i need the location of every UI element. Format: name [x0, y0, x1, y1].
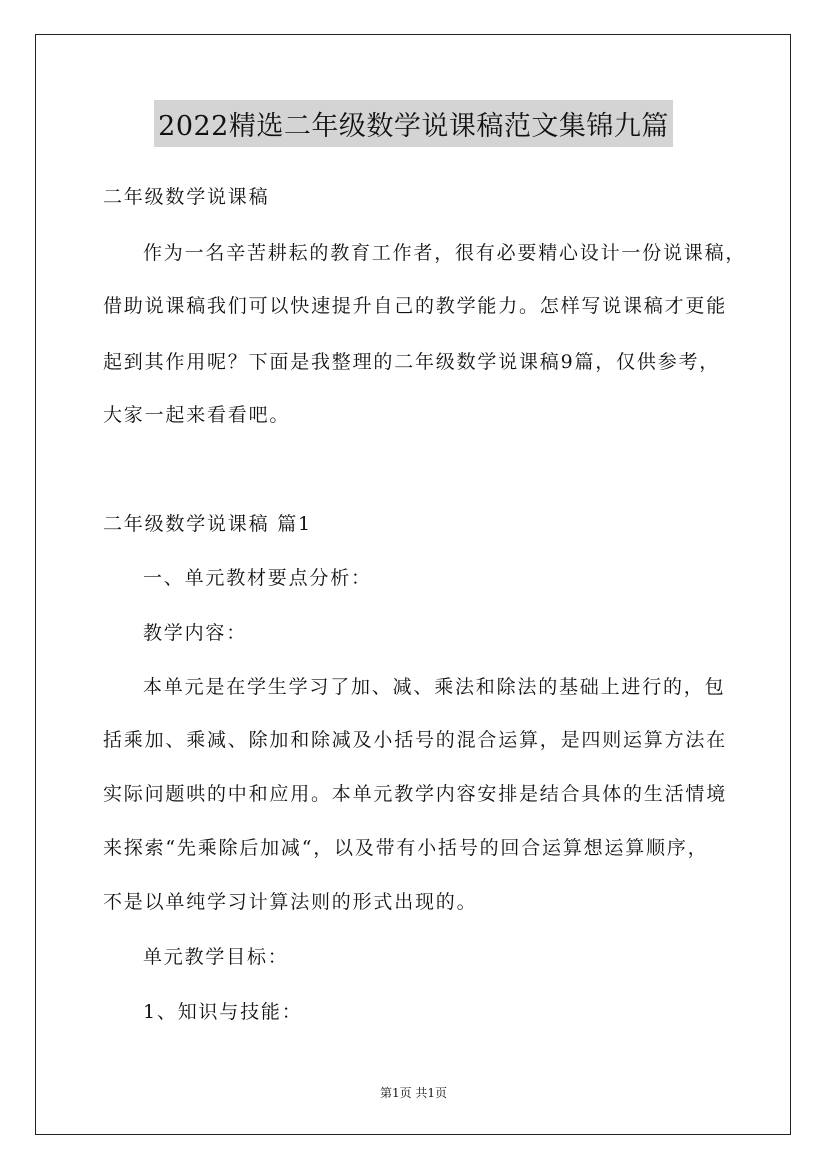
teaching-content-label: 教学内容： [143, 622, 248, 644]
intro-line: 作为一名辛苦耕耘的教育工作者，很有必要精心设计一份说课稿， [143, 242, 747, 264]
body-line: 本单元是在学生学习了加、减、乘法和除法的基础上进行的，包 [143, 676, 726, 698]
section-title: 二年级数学说课稿 篇1 [103, 513, 312, 535]
intro-line: 借助说课稿我们可以快速提升自己的教学能力。怎样写说课稿才更能 [103, 295, 728, 317]
document-heading: 二年级数学说课稿 [103, 186, 270, 208]
document-title: 2022精选二年级数学说课稿范文集锦九篇 [154, 100, 673, 147]
title-block [0, 100, 827, 147]
body-line: 来探索“先乘除后加减“，以及带有小括号的回合运算想运算顺序， [103, 837, 709, 859]
intro-line: 起到其作用呢？下面是我整理的二年级数学说课稿9篇，仅供参考， [103, 351, 721, 373]
intro-line: 大家一起来看看吧。 [103, 404, 291, 426]
body-line: 实际问题哄的中和应用。本单元教学内容安排是结合具体的生活情境 [103, 783, 728, 805]
page-footer: 第1页 共1页 [379, 1086, 448, 1100]
goal-item: 1、知识与技能： [143, 1001, 303, 1023]
body-line: 括乘加、乘减、除加和除减及小括号的混合运算，是四则运算方法在 [103, 729, 728, 751]
body-line: 不是以单纯学习计算法则的形式出现的。 [103, 891, 478, 913]
section-heading: 一、单元教材要点分析： [143, 567, 372, 589]
goals-label: 单元教学目标： [143, 946, 289, 968]
